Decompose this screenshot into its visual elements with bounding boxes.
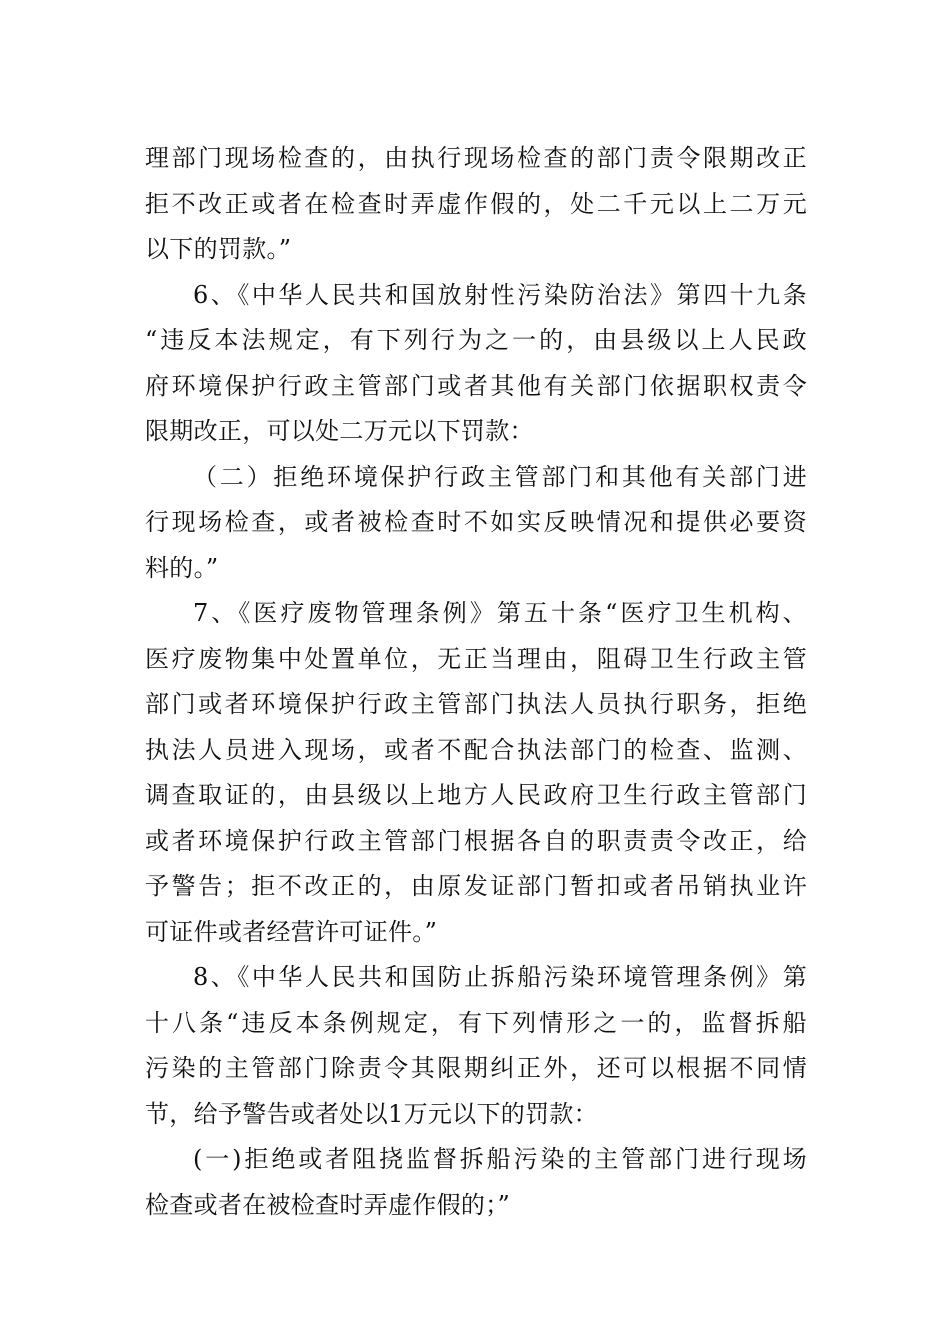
text-line: 6、《中华人民共和国放射性污染防治法》第四十九条 [193,280,807,309]
text-line: 检查或者在被检查时弄虚作假的；” [145,1190,511,1219]
text-line: 以下的罚款。” [145,235,292,263]
text-line: 限期改正，可以处二万元以下罚款： [145,417,534,445]
text-line: 拒不改正或者在检查时弄虚作假的，处二千元以上二万元 [145,189,807,218]
text-line: 十八条“违反本条例规定，有下列情形之一的，监督拆船 [145,1008,807,1037]
text-line: 或者环境保护行政主管部门根据各自的职责责令改正，给 [145,826,807,855]
text-line: “违反本法规定，有下列行为之一的，由县级以上人民政 [145,326,807,354]
text-line: 可证件或者经营许可证件。” [145,917,438,946]
text-line: 予警告；拒不改正的，由原发证部门暂扣或者吊销执业许 [145,872,807,900]
text-line: 行现场检查，或者被检查时不如实反映情况和提供必要资 [145,508,807,536]
text-line: 府环境保护行政主管部门或者其他有关部门依据职权责令 [145,371,807,400]
text-line: 调查取证的，由县级以上地方人民政府卫生行政主管部门 [145,781,807,809]
text-line: （二）拒绝环境保护行政主管部门和其他有关部门进 [193,462,807,491]
text-line: (一)拒绝或者阻挠监督拆船污染的主管部门进行现场 [193,1145,807,1173]
text-line: 医疗废物集中处置单位，无正当理由，阻碍卫生行政主管 [145,644,807,673]
text-line: 理部门现场检查的，由执行现场检查的部门责令限期改正 [145,144,807,172]
text-line: 节，给予警告或者处以1万元以下的罚款： [145,1099,598,1128]
text-line: 料的。” [145,553,219,582]
text-line: 部门或者环境保护行政主管部门执法人员执行职务，拒绝 [145,690,807,718]
text-line: 8、《中华人民共和国防止拆船污染环境管理条例》第 [193,963,807,991]
document-body [145,136,807,1228]
text-line: 7、《医疗废物管理条例》第五十条“医疗卫生机构、 [193,599,807,627]
text-line: 执法人员进入现场，或者不配合执法部门的检查、监测、 [145,735,807,764]
text-line: 污染的主管部门除责令其限期纠正外，还可以根据不同情 [145,1054,807,1082]
